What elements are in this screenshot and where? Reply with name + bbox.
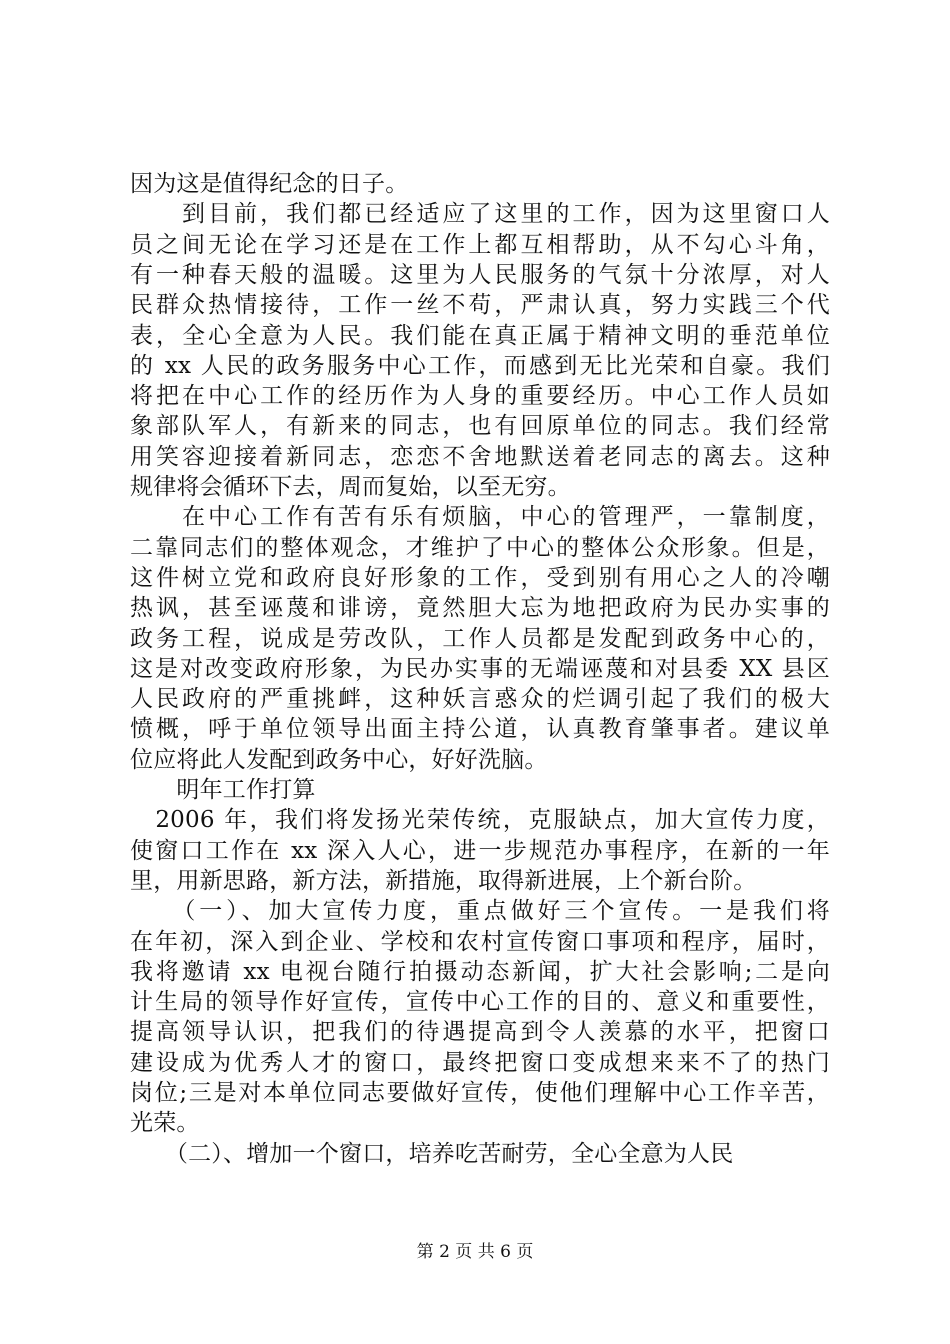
- text-line: 的 xx 人民的政务服务中心工作，而感到无比光荣和自豪。我们: [130, 352, 830, 379]
- text-line: 有一种春天般的温暖。这里为人民服务的气氛十分浓厚，对人: [130, 261, 830, 288]
- text-line: 象部队军人，有新来的同志，也有回原单位的同志。我们经常: [130, 413, 830, 440]
- text-line: 政务工程，说成是劳改队，工作人员都是发配到政务中心的，: [130, 625, 830, 652]
- text-line: （二）、增加一个窗口，培养吃苦耐劳，全心全意为人民: [130, 1140, 734, 1167]
- text-line: 这件树立党和政府良好形象的工作，受到别有用心之人的冷嘲: [130, 564, 830, 591]
- text-line: 规律将会循环下去，周而复始，以至无穷。: [130, 474, 571, 500]
- text-line: 里，用新思路，新方法，新措施，取得新进展，上个新台阶。: [130, 867, 757, 894]
- text-line: 2006 年，我们将发扬光荣传统，克服缺点，加大宣传力度，: [130, 807, 830, 834]
- text-line: 使窗口工作在 xx 深入人心，进一步规范办事程序，在新的一年: [130, 837, 830, 864]
- text-line: （一）、加大宣传力度，重点做好三个宣传。一是我们将: [130, 898, 830, 925]
- text-line: 光荣。: [130, 1110, 200, 1137]
- text-line: 提高领导认识，把我们的待遇提高到令人羡慕的水平，把窗口: [130, 1019, 830, 1046]
- text-line: 用笑容迎接着新同志，恋恋不舍地默送着老同志的离去。这种: [130, 443, 830, 470]
- text-line: 表，全心全意为人民。我们能在真正属于精神文明的垂范单位: [130, 322, 830, 349]
- text-line: 在年初，深入到企业、学校和农村宣传窗口事项和程序，届时，: [130, 928, 830, 955]
- text-line: 员之间无论在学习还是在工作上都互相帮助，从不勾心斗角，: [130, 231, 830, 258]
- page-footer: 第 2 页 共 6 页: [416, 1242, 534, 1262]
- text-line: 明年工作打算: [130, 777, 316, 803]
- text-line: 二靠同志们的整体观念，才维护了中心的整体公众形象。但是，: [130, 534, 830, 561]
- text-line: 热讽，甚至诬蔑和诽谤，竟然胆大忘为地把政府为民办实事的: [130, 595, 830, 622]
- text-line: 到目前，我们都已经适应了这里的工作，因为这里窗口人: [130, 201, 830, 228]
- text-line: 愤概，呼于单位领导出面主持公道，认真教育肇事者。建议单: [130, 716, 830, 743]
- text-line: 岗位;三是对本单位同志要做好宣传，使他们理解中心工作辛苦，: [130, 1080, 830, 1106]
- text-line: 在中心工作有苦有乐有烦脑，中心的管理严，一靠制度，: [130, 504, 830, 531]
- text-line: 位应将此人发配到政务中心，好好洗脑。: [130, 746, 548, 773]
- text-line: 民群众热情接待，工作一丝不苟，严肃认真，努力实践三个代: [130, 292, 830, 319]
- text-line: 计生局的领导作好宣传，宣传中心工作的目的、意义和重要性，: [130, 989, 830, 1016]
- text-line: 这是对改变政府形象，为民办实事的无端诬蔑和对县委 XX 县区: [130, 655, 830, 682]
- text-line: 建设成为优秀人才的窗口，最终把窗口变成想来来不了的热门: [130, 1049, 830, 1076]
- text-line: 我将邀请 xx 电视台随行拍摄动态新闻，扩大社会影响;二是向: [130, 958, 830, 985]
- text-line: 因为这是值得纪念的日子。: [130, 171, 409, 197]
- text-line: 人民政府的严重挑衅，这种妖言惑众的烂调引起了我们的极大: [130, 686, 830, 713]
- text-line: 将把在中心工作的经历作为人身的重要经历。中心工作人员如: [130, 383, 830, 410]
